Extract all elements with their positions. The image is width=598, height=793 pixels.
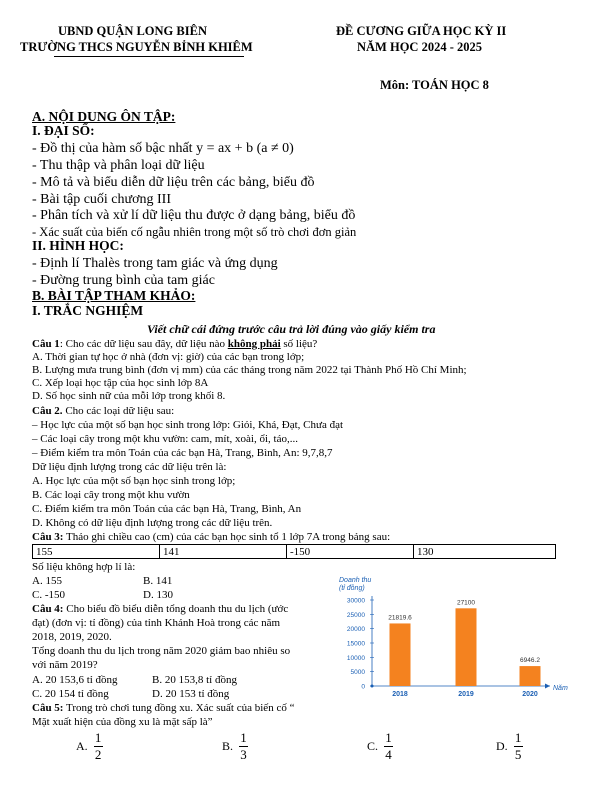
revenue-bar-chart xyxy=(335,574,575,724)
table-cell: 141 xyxy=(160,545,287,559)
question-text: Cho các loại dữ liệu sau: xyxy=(62,405,175,417)
multiple-choice-title: I. TRẮC NGHIỆM xyxy=(32,303,144,318)
x-axis-arrow xyxy=(545,684,550,689)
option: D. Không có dữ liệu định lượng trong các dữ liệu trên. xyxy=(32,517,273,529)
height-table xyxy=(32,544,556,559)
algebra-item: - Phân tích và xử lí dữ liệu thu được ở dạng bảng, biểu đồ xyxy=(32,208,356,223)
question-prompt: Số liệu không hợp lí là: xyxy=(32,561,136,573)
table-cell: -150 xyxy=(287,545,414,559)
question-text: Mặt xuất hiện của đồng xu là mặt sấp là” xyxy=(32,716,213,728)
question-text: Cho biểu đồ biểu diễn tổng doanh thu du lịch (ước xyxy=(63,603,289,615)
fraction xyxy=(514,731,523,762)
question-text: 2018, 2019, 2020. xyxy=(32,631,112,643)
question-5 xyxy=(32,702,294,715)
option-label: B. xyxy=(222,739,234,753)
option: C. 20 154 tỉ đồng xyxy=(32,688,109,700)
data-item: – Các loại cây trong một khu vườn: cam, mít, xoài, ổi, táo,... xyxy=(32,433,298,445)
option: B. Các loại cây trong một khu vườn xyxy=(32,489,190,501)
option-d xyxy=(496,731,523,762)
denominator: 3 xyxy=(240,747,247,762)
question-prompt: Dữ liệu định lượng trong các dữ liệu trên là: xyxy=(32,461,227,473)
header-right-line1: ĐỀ CƯƠNG GIỮA HỌC KỲ II xyxy=(336,24,507,38)
fraction xyxy=(239,731,248,762)
y-tick-label: 20000 xyxy=(346,626,365,634)
algebra-item: - Bài tập cuối chương III xyxy=(32,192,172,207)
question-text: Thảo ghi chiều cao (cm) của các bạn học sinh tổ 1 lớp 7A trong bảng sau: xyxy=(63,531,391,543)
y-axis-unit-label: (tỉ đồng) xyxy=(339,585,365,592)
fraction xyxy=(384,731,393,762)
numerator: 1 xyxy=(94,730,102,745)
data-label: 6946.2 xyxy=(520,657,540,665)
question-text: số liệu? xyxy=(280,338,318,350)
option-label: C. xyxy=(367,739,379,753)
x-tick-label: 2018 xyxy=(392,691,408,698)
option-label: A. xyxy=(76,739,88,753)
option: D. Số học sinh nữ của mỗi lớp trong khối 8. xyxy=(32,390,226,402)
question-text: Trong trò chơi tung đồng xu. Xác suất của biến cố “ xyxy=(63,702,295,714)
question-label: Câu 5: xyxy=(32,702,64,714)
x-tick-label: 2020 xyxy=(522,691,538,698)
section-b-title: B. BÀI TẬP THAM KHẢO: xyxy=(32,288,196,303)
question-text: với năm 2019? xyxy=(32,659,98,671)
algebra-item: - Thu thập và phân loại dữ liệu xyxy=(32,158,205,173)
emphasis: không phải xyxy=(227,338,281,350)
question-label: Câu 3: xyxy=(32,531,64,543)
y-tick-label: 25000 xyxy=(346,611,365,619)
option: B. Lượng mưa trung bình (đơn vị mm) của các tháng trong năm 2022 tại Thành Phố Hồ Chí Minh; xyxy=(32,364,467,376)
question-label: Câu 1 xyxy=(32,338,60,350)
option: B. 141 xyxy=(143,575,173,587)
header-left-line1: UBND QUẬN LONG BIÊN xyxy=(58,24,207,38)
algebra-item: - Mô tả và biểu diễn dữ liệu trên các bảng, biểu đồ xyxy=(32,175,315,190)
data-label: 21819.6 xyxy=(388,614,412,622)
fraction xyxy=(94,731,103,762)
geometry-title: II. HÌNH HỌC: xyxy=(32,238,124,253)
geometry-item: - Định lí Thalès trong tam giác và ứng dụng xyxy=(32,256,278,271)
option: C. -150 xyxy=(32,589,65,601)
x-tick-label: 2019 xyxy=(458,691,474,698)
question-text: đạt) (đơn vị: tỉ đồng) của tỉnh Khánh Hoà trong các năm xyxy=(32,617,281,629)
question-2 xyxy=(32,405,174,418)
question-1 xyxy=(32,338,317,351)
numerator: 1 xyxy=(385,730,392,745)
option: C. Điểm kiểm tra môn Toán của các bạn Hà, Trang, Bình, An xyxy=(32,503,302,515)
bar-2020 xyxy=(520,666,541,686)
option-label: D. xyxy=(496,739,508,753)
option: A. Thời gian tự học ở nhà (đơn vị: giờ) của các bạn trong lớp; xyxy=(32,351,305,363)
y-tick-label: 15000 xyxy=(346,640,365,648)
option: A. Học lực của một số bạn học sinh trong lớp; xyxy=(32,475,236,487)
option: B. 20 153,8 tỉ đồng xyxy=(152,674,237,686)
bar-2019 xyxy=(456,608,477,686)
denominator: 5 xyxy=(514,747,522,762)
option-b xyxy=(222,731,248,762)
y-tick-label: 10000 xyxy=(346,654,365,662)
numerator: 1 xyxy=(240,730,247,745)
subject-title: Môn: TOÁN HỌC 8 xyxy=(380,78,489,92)
y-tick-label: 30000 xyxy=(346,597,365,605)
section-a-title: A. NỘI DUNG ÔN TẬP: xyxy=(32,109,176,124)
instruction: Viết chữ cái đứng trước câu trả lời đúng vào giấy kiểm tra xyxy=(147,322,436,336)
y-axis-label: Doanh thu xyxy=(339,577,372,584)
option: A. 155 xyxy=(32,575,62,587)
header-right-line2: NĂM HỌC 2024 - 2025 xyxy=(357,40,482,54)
option-c xyxy=(367,731,393,762)
table-row xyxy=(33,545,556,559)
data-label: 27100 xyxy=(456,599,476,607)
option: C. Xếp loại học tập của học sinh lớp 8A xyxy=(32,377,209,389)
algebra-item: - Đồ thị của hàm số bậc nhất y = ax + b (a ≠ 0) xyxy=(32,141,294,156)
y-tick-label: 0 xyxy=(361,683,365,691)
header-left-line2: TRƯỜNG THCS NGUYỄN BỈNH KHIÊM xyxy=(20,40,253,54)
option: A. 20 153,6 tỉ đồng xyxy=(32,674,118,686)
x-axis-label: Năm xyxy=(553,685,568,692)
question-text: : Cho các dữ liệu sau đây, dữ liệu nào xyxy=(59,338,228,350)
option: D. 20 153 tỉ đồng xyxy=(152,688,230,700)
option: D. 130 xyxy=(143,589,173,601)
question-3 xyxy=(32,531,390,544)
table-cell: 155 xyxy=(33,545,160,559)
origin-dot xyxy=(371,685,374,688)
numerator: 1 xyxy=(514,730,522,745)
question-text: Tổng doanh thu du lịch trong năm 2020 giảm bao nhiêu so xyxy=(32,645,291,657)
bar-2018 xyxy=(390,623,411,686)
header-divider xyxy=(54,56,244,57)
question-label: Câu 2. xyxy=(32,405,63,417)
question-4 xyxy=(32,603,288,616)
geometry-item: - Đường trung bình của tam giác xyxy=(32,273,215,288)
data-item: – Điểm kiểm tra môn Toán của các bạn Hà, Trang, Bình, An: 9,7,8,7 xyxy=(32,447,333,459)
question-label: Câu 4: xyxy=(32,603,64,615)
table-cell: 130 xyxy=(414,545,556,559)
algebra-item: - Xác suất của biến cố ngẫu nhiên trong một số trò chơi đơn giản xyxy=(32,225,357,239)
option-a xyxy=(76,731,103,762)
denominator: 2 xyxy=(94,747,102,762)
data-item: – Học lực của một số bạn học sinh trong lớp: Giỏi, Khá, Đạt, Chưa đạt xyxy=(32,419,344,431)
algebra-title: I. ĐẠI SỐ: xyxy=(32,123,95,138)
y-tick-label: 5000 xyxy=(350,669,365,677)
denominator: 4 xyxy=(385,747,392,762)
